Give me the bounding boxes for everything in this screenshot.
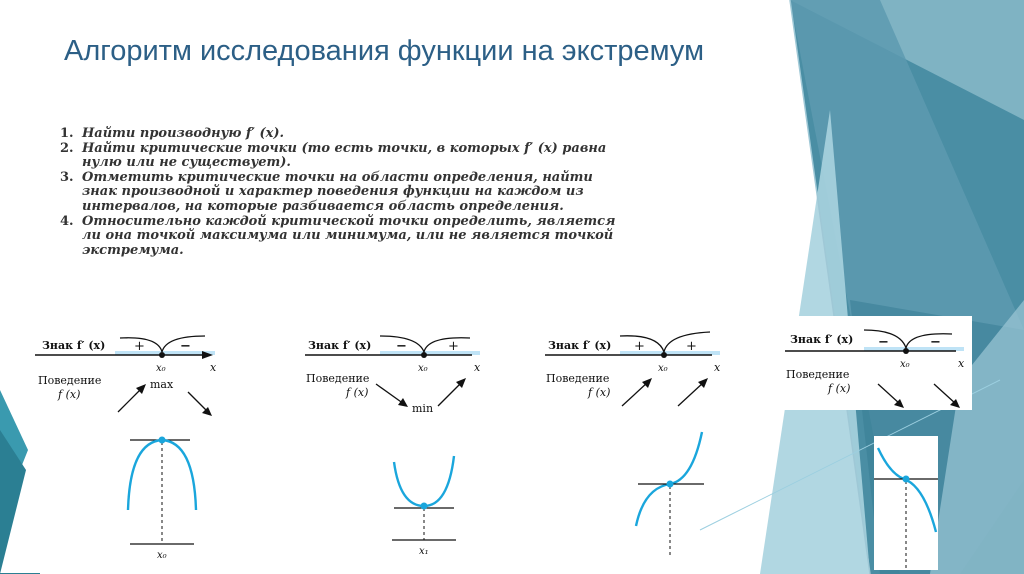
step-text: Найти производную f′ (x). <box>82 126 285 141</box>
point-label: x₀ <box>418 363 428 374</box>
step-text: Относительно каждой критической точки определить, является ли она точкой максимума или минимума, или не является точкой экстремума. <box>82 213 616 258</box>
slide-title: Алгоритм исследования функции на экстремум <box>64 35 705 67</box>
step-number: 2. <box>60 140 74 156</box>
increasing-arrow <box>622 382 648 406</box>
diagram-decreasing <box>780 316 980 571</box>
step-number: 3. <box>60 169 74 185</box>
decreasing-arrow <box>188 392 208 412</box>
bottom-point-label: x₀ <box>157 550 167 560</box>
sign-left: − <box>396 339 407 354</box>
sign-label: Знак f′ (x) <box>548 339 612 352</box>
increasing-arrow <box>678 382 704 406</box>
step-item <box>60 215 630 259</box>
extremum-point <box>421 503 428 510</box>
sign-right: − <box>930 335 941 350</box>
step-item <box>60 142 630 171</box>
critical-point <box>421 352 427 358</box>
extremum-label: max <box>150 378 174 391</box>
step-item <box>60 171 630 215</box>
diagram-maximum <box>30 320 230 560</box>
point-label: x₀ <box>156 363 166 374</box>
axis-label: x <box>714 361 721 374</box>
function-label: f (x) <box>588 386 611 399</box>
function-label: f (x) <box>58 388 81 401</box>
point-label: x₀ <box>900 359 910 370</box>
point-label: x₀ <box>658 363 668 374</box>
behavior-label: Поведение <box>786 368 850 381</box>
function-label: f (x) <box>346 386 369 399</box>
axis-label: x <box>474 361 481 374</box>
step-text: Отметить критические точки на области определения, найти знак производной и характер поведения функции на каждом из интервалов, на которые разбивается область определения. <box>82 169 593 214</box>
critical-point <box>159 352 165 358</box>
sign-left: + <box>634 339 645 354</box>
curve-inflection <box>636 432 702 526</box>
function-label: f (x) <box>828 382 851 395</box>
increasing-arrow <box>438 382 462 406</box>
sign-label: Знак f′ (x) <box>42 339 106 352</box>
sign-left: + <box>134 339 145 354</box>
bottom-point-label: x₁ <box>419 546 429 557</box>
sign-right: − <box>180 339 191 354</box>
axis-label: x <box>958 357 965 370</box>
behavior-label: Поведение <box>38 374 102 387</box>
sign-right: + <box>686 339 697 354</box>
sign-left: − <box>878 335 889 350</box>
sign-arc <box>120 336 205 352</box>
sign-label: Знак f′ (x) <box>308 339 372 352</box>
stationary-point <box>903 476 910 483</box>
behavior-label: Поведение <box>546 372 610 385</box>
extremum-label: min <box>412 402 434 415</box>
critical-point <box>661 352 667 358</box>
curve-minimum <box>394 456 454 506</box>
step-number: 4. <box>60 213 74 229</box>
behavior-label: Поведение <box>306 372 370 385</box>
step-text: Найти критические точки (то есть точки, в которых f′ (x) равна нулю или не существует). <box>82 140 607 171</box>
diagram-increasing <box>540 320 740 560</box>
algorithm-steps <box>60 127 630 258</box>
step-number: 1. <box>60 126 74 141</box>
sign-label: Знак f′ (x) <box>790 333 854 346</box>
stationary-point <box>667 481 674 488</box>
diagram-minimum <box>300 320 500 560</box>
extremum-point <box>159 437 166 444</box>
increasing-arrow <box>118 388 142 412</box>
critical-point <box>903 348 909 354</box>
decreasing-arrow <box>376 384 404 404</box>
step-item <box>60 127 630 142</box>
sign-right: + <box>448 339 459 354</box>
axis-label: x <box>210 361 217 374</box>
arrow-head-icon <box>398 398 408 407</box>
